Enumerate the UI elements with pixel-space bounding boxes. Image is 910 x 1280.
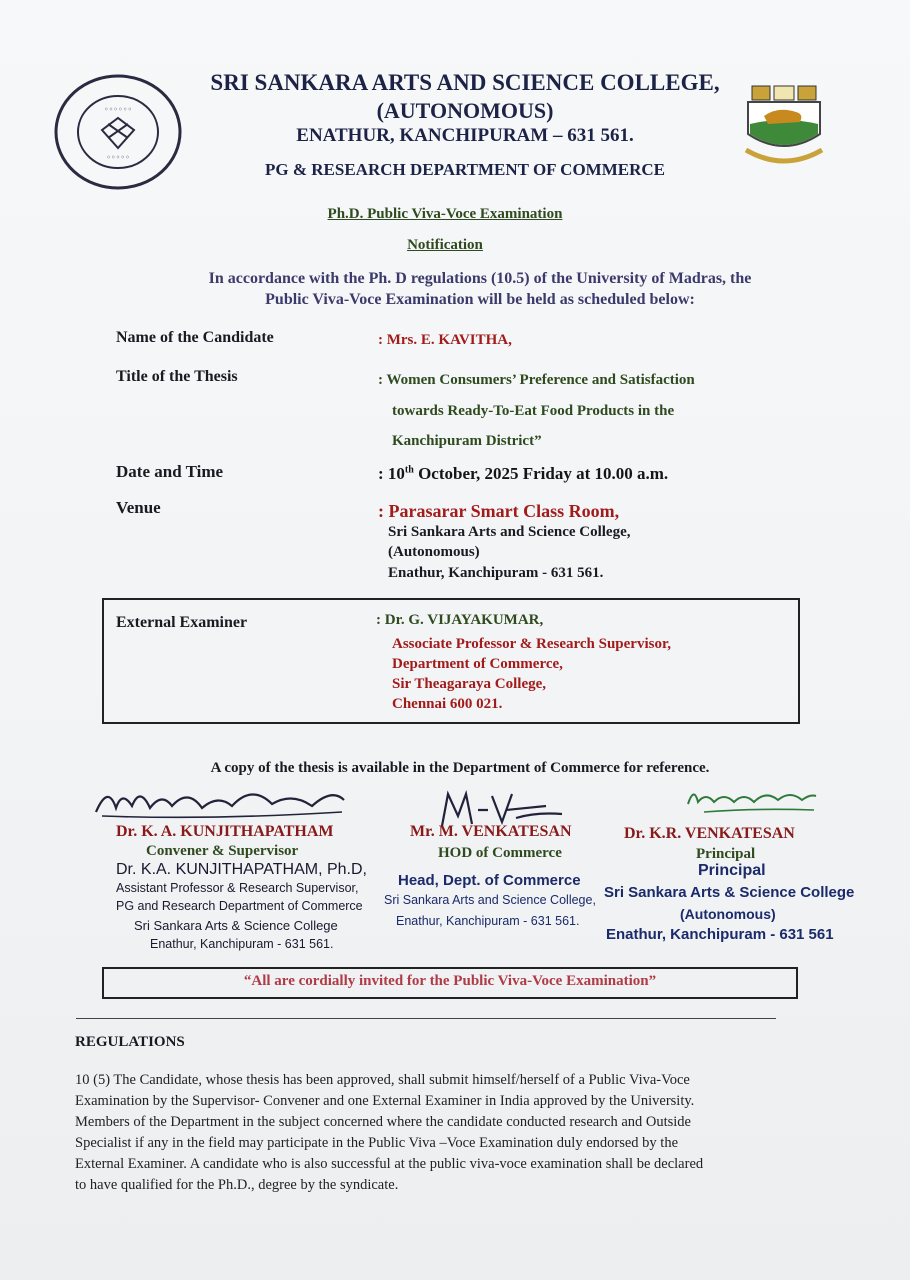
thesis-label: Title of the Thesis: [116, 368, 238, 385]
divider: [76, 1018, 776, 1019]
examiner-label: External Examiner: [116, 614, 248, 631]
college-address: ENATHUR, KANCHIPURAM – 631 561.: [296, 125, 634, 146]
date-colon: : 10: [378, 464, 405, 483]
middle-stamp-line-1: Head, Dept. of Commerce: [398, 872, 581, 889]
right-stamp-line-1: Principal: [698, 862, 766, 879]
right-signatory-role: Principal: [696, 846, 756, 862]
regulations-line-6: to have qualified for the Ph.D., degree by the syndicate.: [75, 1177, 399, 1193]
venue-line-3: (Autonomous): [388, 544, 480, 560]
left-stamp-line-5: Enathur, Kanchipuram - 631 561.: [150, 937, 334, 951]
regulations-line-5: External Examiner. A candidate who is also successful at the public viva-voce examination shall be declared: [75, 1156, 704, 1172]
thesis-line-3: Kanchipuram District”: [392, 433, 542, 449]
left-stamp-line-3: PG and Research Department of Commerce: [116, 899, 363, 913]
examiner-line-5: Chennai 600 021.: [392, 696, 503, 712]
thesis-line-1: : Women Consumers’ Preference and Satisfaction: [378, 372, 695, 388]
candidate-label: Name of the Candidate: [116, 329, 274, 346]
left-stamp-line-2: Assistant Professor & Research Supervisor,: [116, 881, 359, 895]
svg-text:◦◦◦◦◦: ◦◦◦◦◦: [106, 153, 130, 162]
invitation-text: “All are cordially invited for the Public Viva-Voce Examination”: [243, 973, 657, 989]
regulations-line-1: 10 (5) The Candidate, whose thesis has been approved, shall submit himself/herself of a Public Viva-Voce: [75, 1072, 690, 1088]
department-name: PG & RESEARCH DEPARTMENT OF COMMERCE: [264, 160, 665, 179]
examiner-line-2: Associate Professor & Research Supervisor,: [392, 636, 671, 652]
examiner-line-4: Sir Theagaraya College,: [392, 676, 547, 692]
date-rest: October, 2025 Friday at 10.00 a.m.: [413, 464, 669, 483]
middle-stamp-line-2: Sri Sankara Arts and Science College,: [384, 893, 596, 907]
date-value: [378, 464, 668, 484]
regulations-heading: REGULATIONS: [75, 1034, 185, 1050]
intro-line-2: Public Viva-Voce Examination will be held as scheduled below:: [265, 291, 695, 308]
candidate-value: : Mrs. E. KAVITHA,: [378, 332, 512, 348]
thesis-line-2: towards Ready-To-Eat Food Products in the: [392, 403, 675, 419]
right-stamp-line-3: (Autonomous): [680, 906, 776, 922]
date-suffix: th: [404, 464, 414, 476]
intro-line-1: In accordance with the Ph. D regulations (10.5) of the University of Madras, the: [208, 270, 752, 287]
svg-text:◦◦◦◦◦◦: ◦◦◦◦◦◦: [103, 105, 133, 114]
right-signatory-name: Dr. K.R. VENKATESAN: [624, 825, 795, 842]
left-signatory-role: Convener & Supervisor: [146, 843, 299, 859]
copy-note: A copy of the thesis is available in the Department of Commerce for reference.: [210, 760, 710, 776]
university-emblem-logo: [738, 80, 830, 180]
exam-title: Ph.D. Public Viva-Voce Examination: [327, 206, 563, 222]
regulations-line-4: Specialist if any in the field may participate in the Public Viva –Voce Examination duly endorsed by the: [75, 1135, 679, 1151]
venue-line-2: Sri Sankara Arts and Science College,: [388, 524, 631, 540]
examiner-line-1: : Dr. G. VIJAYAKUMAR,: [376, 612, 544, 628]
middle-stamp-line-3: Enathur, Kanchipuram - 631 561.: [396, 914, 580, 928]
notification-heading: Notification: [407, 237, 483, 253]
signature-left: [92, 778, 352, 824]
venue-line-1: : Parasarar Smart Class Room,: [378, 501, 620, 521]
venue-line-4: Enathur, Kanchipuram - 631 561.: [388, 565, 604, 581]
left-signatory-name: Dr. K. A. KUNJITHAPATHAM: [116, 823, 334, 840]
examiner-line-3: Department of Commerce,: [392, 656, 563, 672]
right-stamp-line-4: Enathur, Kanchipuram - 631 561: [606, 926, 834, 943]
left-stamp-line-4: Sri Sankara Arts & Science College: [134, 918, 338, 933]
regulations-line-2: Examination by the Supervisor- Convener and one External Examiner in India approved by the University.: [75, 1093, 695, 1109]
autonomous-label: (AUTONOMOUS): [376, 98, 554, 123]
right-stamp-line-2: Sri Sankara Arts & Science College: [604, 884, 855, 901]
college-name: SRI SANKARA ARTS AND SCIENCE COLLEGE,: [210, 70, 720, 95]
venue-label: Venue: [116, 498, 161, 517]
middle-signatory-role: HOD of Commerce: [438, 845, 562, 861]
middle-signatory-name: Mr. M. VENKATESAN: [410, 823, 572, 840]
date-label: Date and Time: [116, 462, 224, 481]
signature-right: [684, 782, 820, 816]
college-seal-logo: [52, 72, 184, 192]
left-stamp-line-1: Dr. K.A. KUNJITHAPATHAM, Ph.D,: [116, 861, 367, 878]
regulations-line-3: Members of the Department in the subject concerned where the candidate conducted research and Outside: [75, 1114, 691, 1130]
